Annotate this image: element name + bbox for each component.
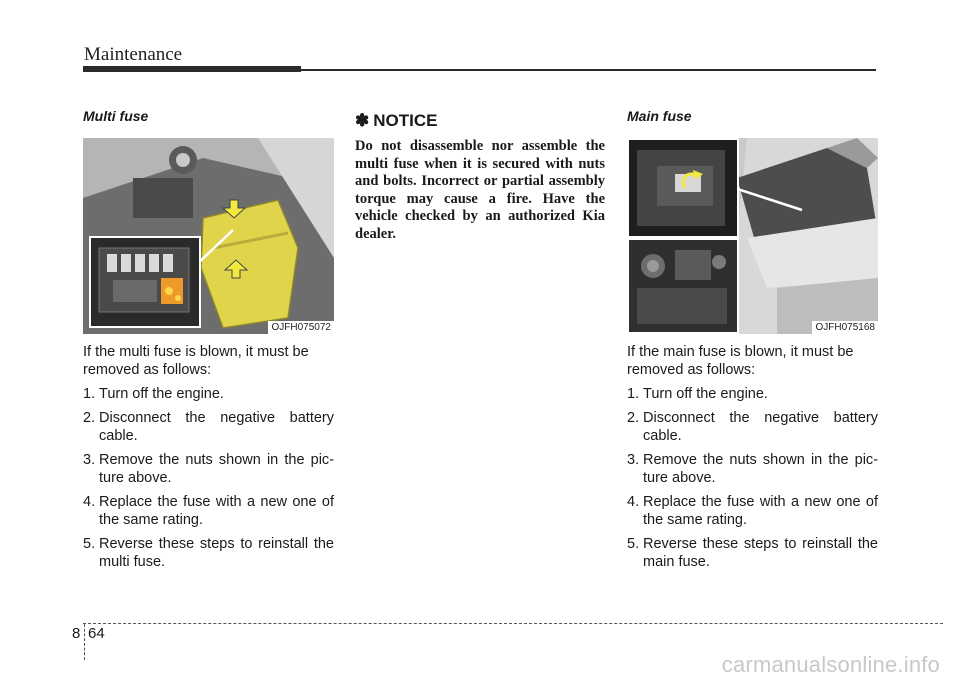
list-item: 1. Turn off the engine. [83, 386, 224, 402]
notice-body: Do not disassemble nor assemble the multi fuse when it is secured with nuts and bolts. Incorrect or partial assembly torque may cause a fire. Have the vehicle checked by an authorized Kia dealer. [355, 138, 605, 242]
list-item: 2. Disconnect the negative battery cable. [83, 410, 334, 444]
list-item: 4. Replace the fuse with a new one of the same rating. [627, 494, 878, 528]
list-item: 4. Replace the fuse with a new one of the same rating. [83, 494, 334, 528]
multi-fuse-intro: If the multi fuse is blown, it must be removed as follows: [83, 344, 309, 378]
engine-bay-illustration [83, 138, 334, 334]
main-fuse-figure-code: OJFH075168 [812, 321, 878, 334]
multi-fuse-figure-code: OJFH075072 [268, 321, 334, 334]
header-rule-thick [83, 66, 301, 72]
trunk-illustration [627, 138, 878, 334]
multi-fuse-section [83, 108, 334, 577]
header-rule-thin [301, 69, 876, 71]
notice-title: NOTICE [373, 111, 438, 130]
list-item: 5. Reverse these steps to reinstall the multi fuse. [83, 536, 334, 570]
main-fuse-section [627, 108, 878, 577]
list-item: 2. Disconnect the negative battery cable. [627, 410, 878, 444]
notice-heading [355, 110, 605, 132]
multi-fuse-title: Multi fuse [83, 108, 149, 124]
list-item: 5. Reverse these steps to reinstall the main fuse. [627, 536, 878, 570]
notice-mark-icon: ✽ [355, 111, 370, 130]
chapter-number: 8 [72, 625, 81, 642]
multi-fuse-figure [83, 138, 334, 334]
main-fuse-intro: If the main fuse is blown, it must be removed as follows: [627, 344, 854, 378]
watermark: carmanualsonline.info [721, 652, 940, 677]
page-number: 64 [88, 625, 105, 642]
list-item: 3. Remove the nuts shown in the pic-ture above. [627, 452, 878, 486]
page-header-title: Maintenance [84, 44, 183, 65]
footer-rule [83, 623, 943, 624]
main-fuse-steps [627, 385, 878, 571]
list-item: 1. Turn off the engine. [627, 386, 768, 402]
main-fuse-title: Main fuse [627, 108, 692, 124]
list-item: 3. Remove the nuts shown in the pic-ture above. [83, 452, 334, 486]
main-fuse-figure [627, 138, 878, 334]
multi-fuse-steps [83, 385, 334, 571]
notice-section [355, 108, 605, 243]
footer-divider [84, 624, 85, 660]
